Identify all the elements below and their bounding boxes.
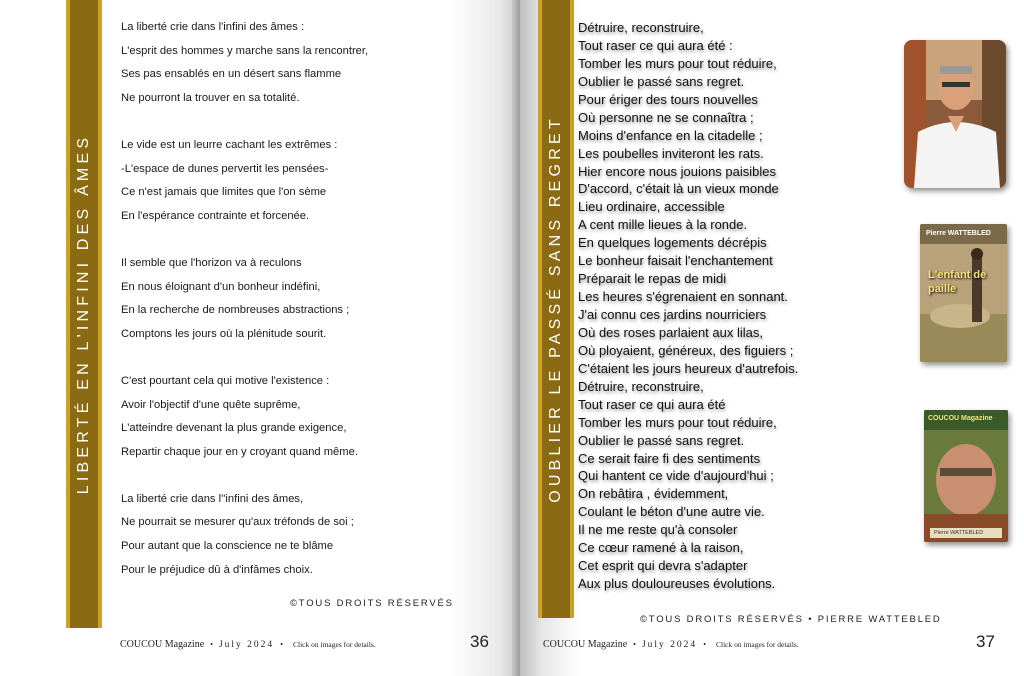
poem-line: Le bonheur faisait l'enchantement [578,253,773,269]
poem-line: Tomber les murs pour tout réduire, [578,414,777,430]
stanza-gap [121,346,501,370]
poem-line: Les poubelles inviteront les rats. [578,145,764,161]
poem-line: Hier encore nous jouions paisibles [578,163,777,179]
book1-title: L'enfant de paille [928,269,987,295]
book-cover-coucou[interactable] [924,410,1008,542]
page-number: 37 [976,632,995,651]
poem-line: Détruire, reconstruire, [578,20,704,35]
poem-line: Coulant le béton d'une autre vie. [578,504,765,520]
right-rights-notice: ©TOUS DROITS RÉSERVÉS • PIERRE WATTEBLED [640,614,942,625]
poem-line: Cet esprit qui devra s'adapter [578,558,748,574]
stanza-gap [121,464,501,488]
poem-line: En la recherche de nombreuses abstractions ; [121,304,350,317]
footer-separator: • [633,640,636,649]
poem-line: Où ployaient, généreux, des figuiers ; [578,342,794,358]
poem-line: Oublier le passé sans regret. [578,73,745,89]
poem-line: Pour le préjudice dû à d'infâmes choix. [121,563,313,576]
poem-line: Il semble que l'horizon va à reculons [121,256,302,269]
poem-line: Où des roses parlaient aux lilas, [578,324,763,340]
footer-hint: Click on images for details. [716,640,799,649]
poem-line: Le vide est un leurre cachant les extrêmes : [121,138,338,151]
book-cover-enfant-de-paille[interactable] [920,224,1007,362]
left-title-band [66,0,102,628]
poem-line: C'étaient les jours heureux d'autrefois. [578,360,799,376]
left-footer [120,639,376,650]
poem-line: Moins d'enfance en la citadelle ; [578,127,763,143]
poem-line: En l'espérance contrainte et forcenée. [121,209,310,222]
poem-line: Qui hantent ce vide d'aujourd'hui ; [578,468,774,484]
poem-line: Avoir l'objectif d'une quête suprême, [121,398,301,411]
stanza-gap [121,110,501,134]
poem-line: Tout raser ce qui aura été [578,396,726,412]
book1-author: Pierre WATTEBLED [926,230,991,237]
poem-line: Il ne me reste qu'à consoler [578,522,738,538]
poem-line: J'ai connu ces jardins nourriciers [578,307,767,322]
page-number: 36 [470,632,489,651]
poem-line: L'atteindre devenant la plus grande exigence, [121,422,347,435]
poem-line: L'esprit des hommes y marche sans la rencontrer, [121,44,369,57]
stanza-gap [121,228,501,252]
right-poem [578,19,898,593]
poem-line: Comptons les jours où la plénitude sourit. [121,327,327,340]
book2-label: Pierre WATTEBLED [934,530,984,536]
right-footer [543,639,799,650]
poem-line: Ce serait faire fi des sentiments [578,450,761,466]
footer-magazine: COUCOU Magazine [543,639,628,650]
author-photo[interactable] [904,40,1006,188]
footer-separator: • [210,640,213,649]
footer-magazine: COUCOU Magazine [120,639,205,650]
poem-line: Ce n'est jamais que limites que l'on sème [121,186,327,199]
footer-hint: Click on images for details. [293,640,376,649]
poem-line: En nous éloignant d'un bonheur indéfini, [121,280,321,293]
left-rights-notice: ©TOUS DROITS RÉSERVÉS [290,598,454,609]
poem-line: Ses pas ensablés en un désert sans flamme [121,68,342,81]
poem-line: Ne pourront la trouver en sa totalité. [121,91,300,104]
poem-line: D'accord, c'était là un vieux monde [578,181,779,197]
poem-line: Pour autant que la conscience ne te blâme [121,540,334,553]
footer-separator: • [703,640,706,649]
poem-line: Pour ériger des tours nouvelles [578,91,758,107]
poem-line: Détruire, reconstruire, [578,378,704,394]
poem-line: Les heures s'égrenaient en sonnant. [578,289,788,305]
poem-line: En quelques logements décrépis [578,235,767,251]
poem-line: Repartir chaque jour en y croyant quand même. [121,445,358,458]
poem-line: La liberté crie dans l''infini des âmes, [121,492,304,505]
right-title-band [538,0,574,618]
poem-line: Aux plus douloureuses évolutions. [578,576,776,592]
poem-line: Oublier le passé sans regret. [578,432,745,448]
left-section-title: LIBERTÉ EN L'INFINI DES ÂMES [75,133,93,495]
poem-line: Tomber les murs pour tout réduire, [578,55,777,71]
footer-separator: • [280,640,283,649]
poem-line: La liberté crie dans l'infini des âmes : [121,21,305,33]
poem-line: Ce cœur ramené à la raison, [578,540,744,556]
poem-line: Où personne ne se connaîtra ; [578,109,754,125]
left-poem [121,16,501,582]
poem-line: Lieu ordinaire, accessible [578,199,725,215]
poem-line: Ne pourrait se mesurer qu'aux tréfonds de soi ; [121,516,354,529]
right-section-title: OUBLIER LE PASSÉ SANS REGRET [547,115,565,503]
poem-line: On rebâtira , évidemment, [578,486,729,502]
poem-line: Préparait le repas de midi [578,271,727,287]
poem-line: C'est pourtant cela qui motive l'existence : [121,374,330,387]
footer-month: July 2024 [641,639,698,650]
author-portrait-icon [904,40,1006,188]
poem-line: A cent mille lieues à la ronde. [578,217,748,233]
poem-line: -L'espace de dunes pervertit les pensées- [121,162,329,175]
poem-line: Tout raser ce qui aura été : [578,37,733,53]
footer-month: July 2024 [218,639,275,650]
book2-title: COUCOU Magazine [928,415,993,422]
magazine-cover-icon [924,410,1008,542]
